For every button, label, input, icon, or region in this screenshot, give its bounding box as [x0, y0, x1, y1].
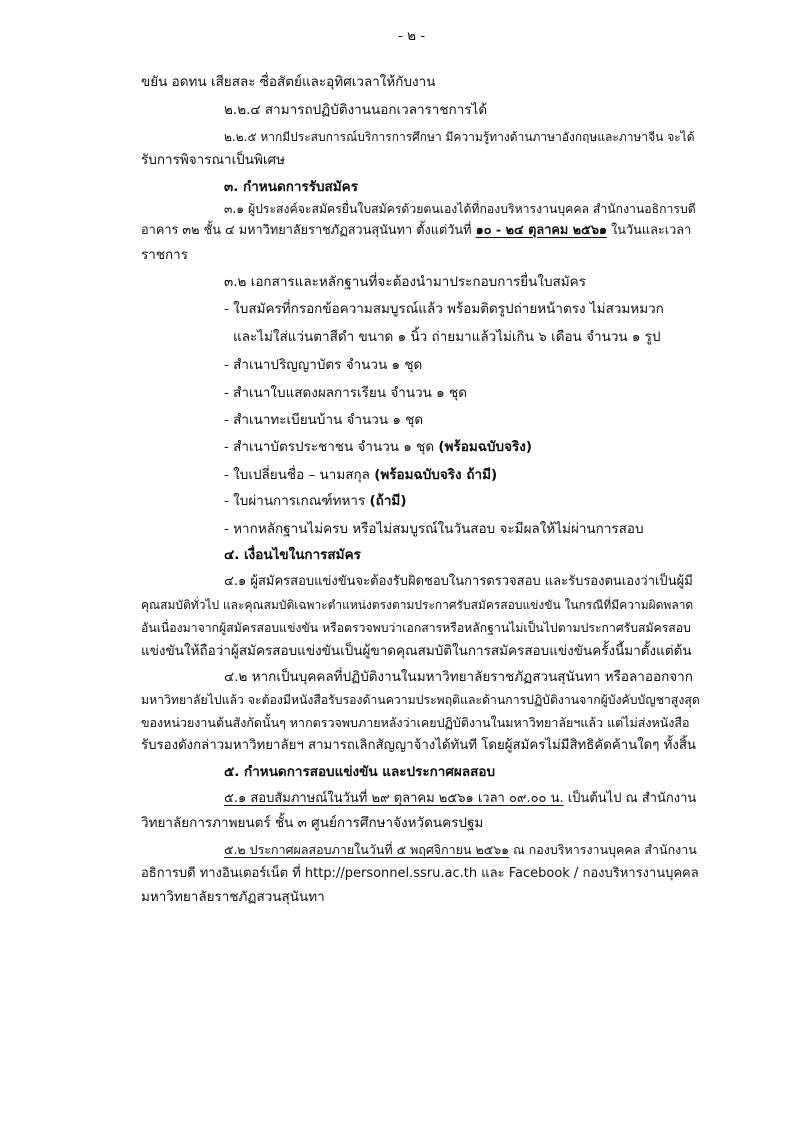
item-4-2-line1: ๔.๒ หากเป็นบุคคลที่ปฏิบัติงานในมหาวิทยาลัยราชภัฏสวนสุนันทา หรือลาออกจาก: [224, 669, 693, 685]
item-4-1-line1: ๔.๑ ผู้สมัครสอบแข่งขันจะต้องรับผิดชอบในการตรวจสอบ และรับรองตนเองว่าเป็นผู้มี: [224, 574, 693, 589]
item-3-1-line2-text-b: ในวันและเวลา: [607, 223, 692, 238]
item-3-1-line2-text-a: อาคาร ๓๒ ชั้น ๔ มหาวิทยาลัยราชภัฏสวนสุนันทา ตั้งแต่วันที่: [141, 223, 476, 238]
document-item-7-text: - ใบผ่านการเกณฑ์ทหาร: [224, 493, 370, 509]
item-5-1-line1-rest: เป็นต้นไป ณ สำนักงาน: [563, 791, 697, 806]
page-number: - ๒ -: [398, 28, 426, 44]
document-item-1-line2: และไม่ใส่แว่นตาสีดำ ขนาด ๑ นิ้ว ถ่ายมาแล้วไม่เกิน ๖ เดือน จำนวน ๑ รูป: [233, 329, 661, 345]
item-5-1-line2: วิทยาลัยการภาพยนตร์ ชั้น ๓ ศูนย์การศึกษาจังหวัดนครปฐม: [141, 815, 484, 831]
item-3-1-line2: [141, 221, 691, 241]
item-5-2-line1: [224, 840, 697, 860]
document-item-7-note: (ถ้ามี): [369, 493, 407, 509]
document-item-5-text: - สำเนาบัตรประชาชน จำนวน ๑ ชุด: [224, 439, 439, 455]
qualification-2-2-5-line1: ๒.๒.๕ หากมีประสบการณ์บริการการศึกษา มีความรู้ทางด้านภาษาอังกฤษและภาษาจีน จะได้: [224, 130, 695, 144]
document-item-2: - สำเนาปริญญาบัตร จำนวน ๑ ชุด: [224, 357, 423, 373]
document-item-6: [224, 465, 497, 485]
item-3-1-line1: ๓.๑ ผู้ประสงค์จะสมัครยื่นใบสมัครด้วยตนเองได้ที่กองบริหารงานบุคคล สำนักงานอธิการบดี: [224, 202, 696, 216]
item-5-2-line2: อธิการบดี ทางอินเตอร์เน็ต ที่ http://personnel.ssru.ac.th และ Facebook / กองบริหารงานบุคคล: [141, 866, 699, 881]
qualification-2-2-4: ๒.๒.๔ สามารถปฏิบัติงานนอกเวลาราชการได้: [224, 102, 488, 118]
item-3-2-title: ๓.๒ เอกสารและหลักฐานที่จะต้องนำมาประกอบการยื่นใบสมัคร: [224, 274, 586, 290]
result-announcement-date: ๕.๒ ประกาศผลสอบภายในวันที่ ๕ พฤศจิกายน ๒๕๖๑: [224, 842, 510, 857]
application-period-date: ๑๐ - ๒๔ ตุลาคม ๒๕๖๑: [475, 223, 608, 238]
intro-line: ขยัน อดทน เสียสละ ซื่อสัตย์และอุทิศเวลาให้กับงาน: [141, 74, 436, 90]
document-item-7: [224, 491, 407, 511]
item-4-1-line3: อันเนื่องมาจากผู้สมัครสอบแข่งขัน หรือตรวจพบว่าเอกสารหรือหลักฐานไม่เป็นไปตามประกาศรับสมัครสอบ: [141, 621, 691, 635]
document-item-5: [224, 437, 532, 457]
document-item-6-text: - ใบเปลี่ยนชื่อ – นามสกุล: [224, 467, 375, 483]
item-5-2-line3: มหาวิทยาลัยราชภัฏสวนสุนันทา: [141, 889, 325, 905]
interview-schedule: ๕.๑ สอบสัมภาษณ์ในวันที่ ๒๙ ตุลาคม ๒๕๖๑ เวลา ๐๙.๐๐ น.: [224, 791, 564, 806]
item-5-1-line1: [224, 789, 696, 809]
item-4-2-line3: ของหน่วยงานต้นสังกัดนั้นๆ หากตรวจพบภายหลังว่าเคยปฏิบัติงานในมหาวิทยาลัยฯแล้ว แต่ไม่ส่งหนังสือ: [141, 715, 690, 730]
item-4-2-line4: รับรองดังกล่าวมหาวิทยาลัยฯ สามารถเลิกสัญญาจ้างได้ทันที โดยผู้สมัครไม่มีสิทธิคัดค้านใดๆ ทั้งสิ้น: [141, 738, 696, 753]
item-4-2-line2: มหาวิทยาลัยไปแล้ว จะต้องมีหนังสือรับรองด้านความประพฤติและด้านการปฏิบัติงานจากผู้บังคับบัญชาสูงสุด: [141, 693, 700, 707]
qualification-2-2-5-line2: รับการพิจารณาเป็นพิเศษ: [141, 152, 285, 168]
section3-heading: ๓. กำหนดการรับสมัคร: [224, 179, 358, 195]
document-item-6-note: (พร้อมฉบับจริง ถ้ามี): [374, 467, 498, 483]
section4-heading: ๔. เงื่อนไขในการสมัคร: [224, 547, 361, 563]
item-4-1-line2: คุณสมบัติทั่วไป และคุณสมบัติเฉพาะตำแหน่งตรงตามประกาศรับสมัครสอบแข่งขัน ในกรณีที่มีความผิดพลาด: [141, 598, 694, 612]
item-3-1-line3: ราชการ: [141, 247, 188, 263]
document-item-8: - หากหลักฐานไม่ครบ หรือไม่สมบูรณ์ในวันสอบ จะมีผลให้ไม่ผ่านการสอบ: [224, 521, 644, 537]
document-item-3: - สำเนาใบแสดงผลการเรียน จำนวน ๑ ชุด: [224, 385, 467, 401]
item-5-2-line1-rest: ณ กองบริหารงานบุคคล สำนักงาน: [509, 842, 697, 857]
item-4-1-line4: แข่งขันให้ถือว่าผู้สมัครสอบแข่งขันเป็นผู้ขาดคุณสมบัติในการสมัครสอบแข่งขันครั้งนี้มาตั้งแต่ต้น: [141, 643, 692, 659]
document-item-4: - สำเนาทะเบียนบ้าน จำนวน ๑ ชุด: [224, 412, 424, 428]
document-item-1-line1: - ใบสมัครที่กรอกข้อความสมบูรณ์แล้ว พร้อมติดรูปถ่ายหน้าตรง ไม่สวมหมวก: [224, 301, 664, 317]
section5-heading: ๕. กำหนดการสอบแข่งขัน และประกาศผลสอบ: [224, 764, 496, 780]
document-item-5-note: (พร้อมฉบับจริง): [438, 439, 532, 455]
